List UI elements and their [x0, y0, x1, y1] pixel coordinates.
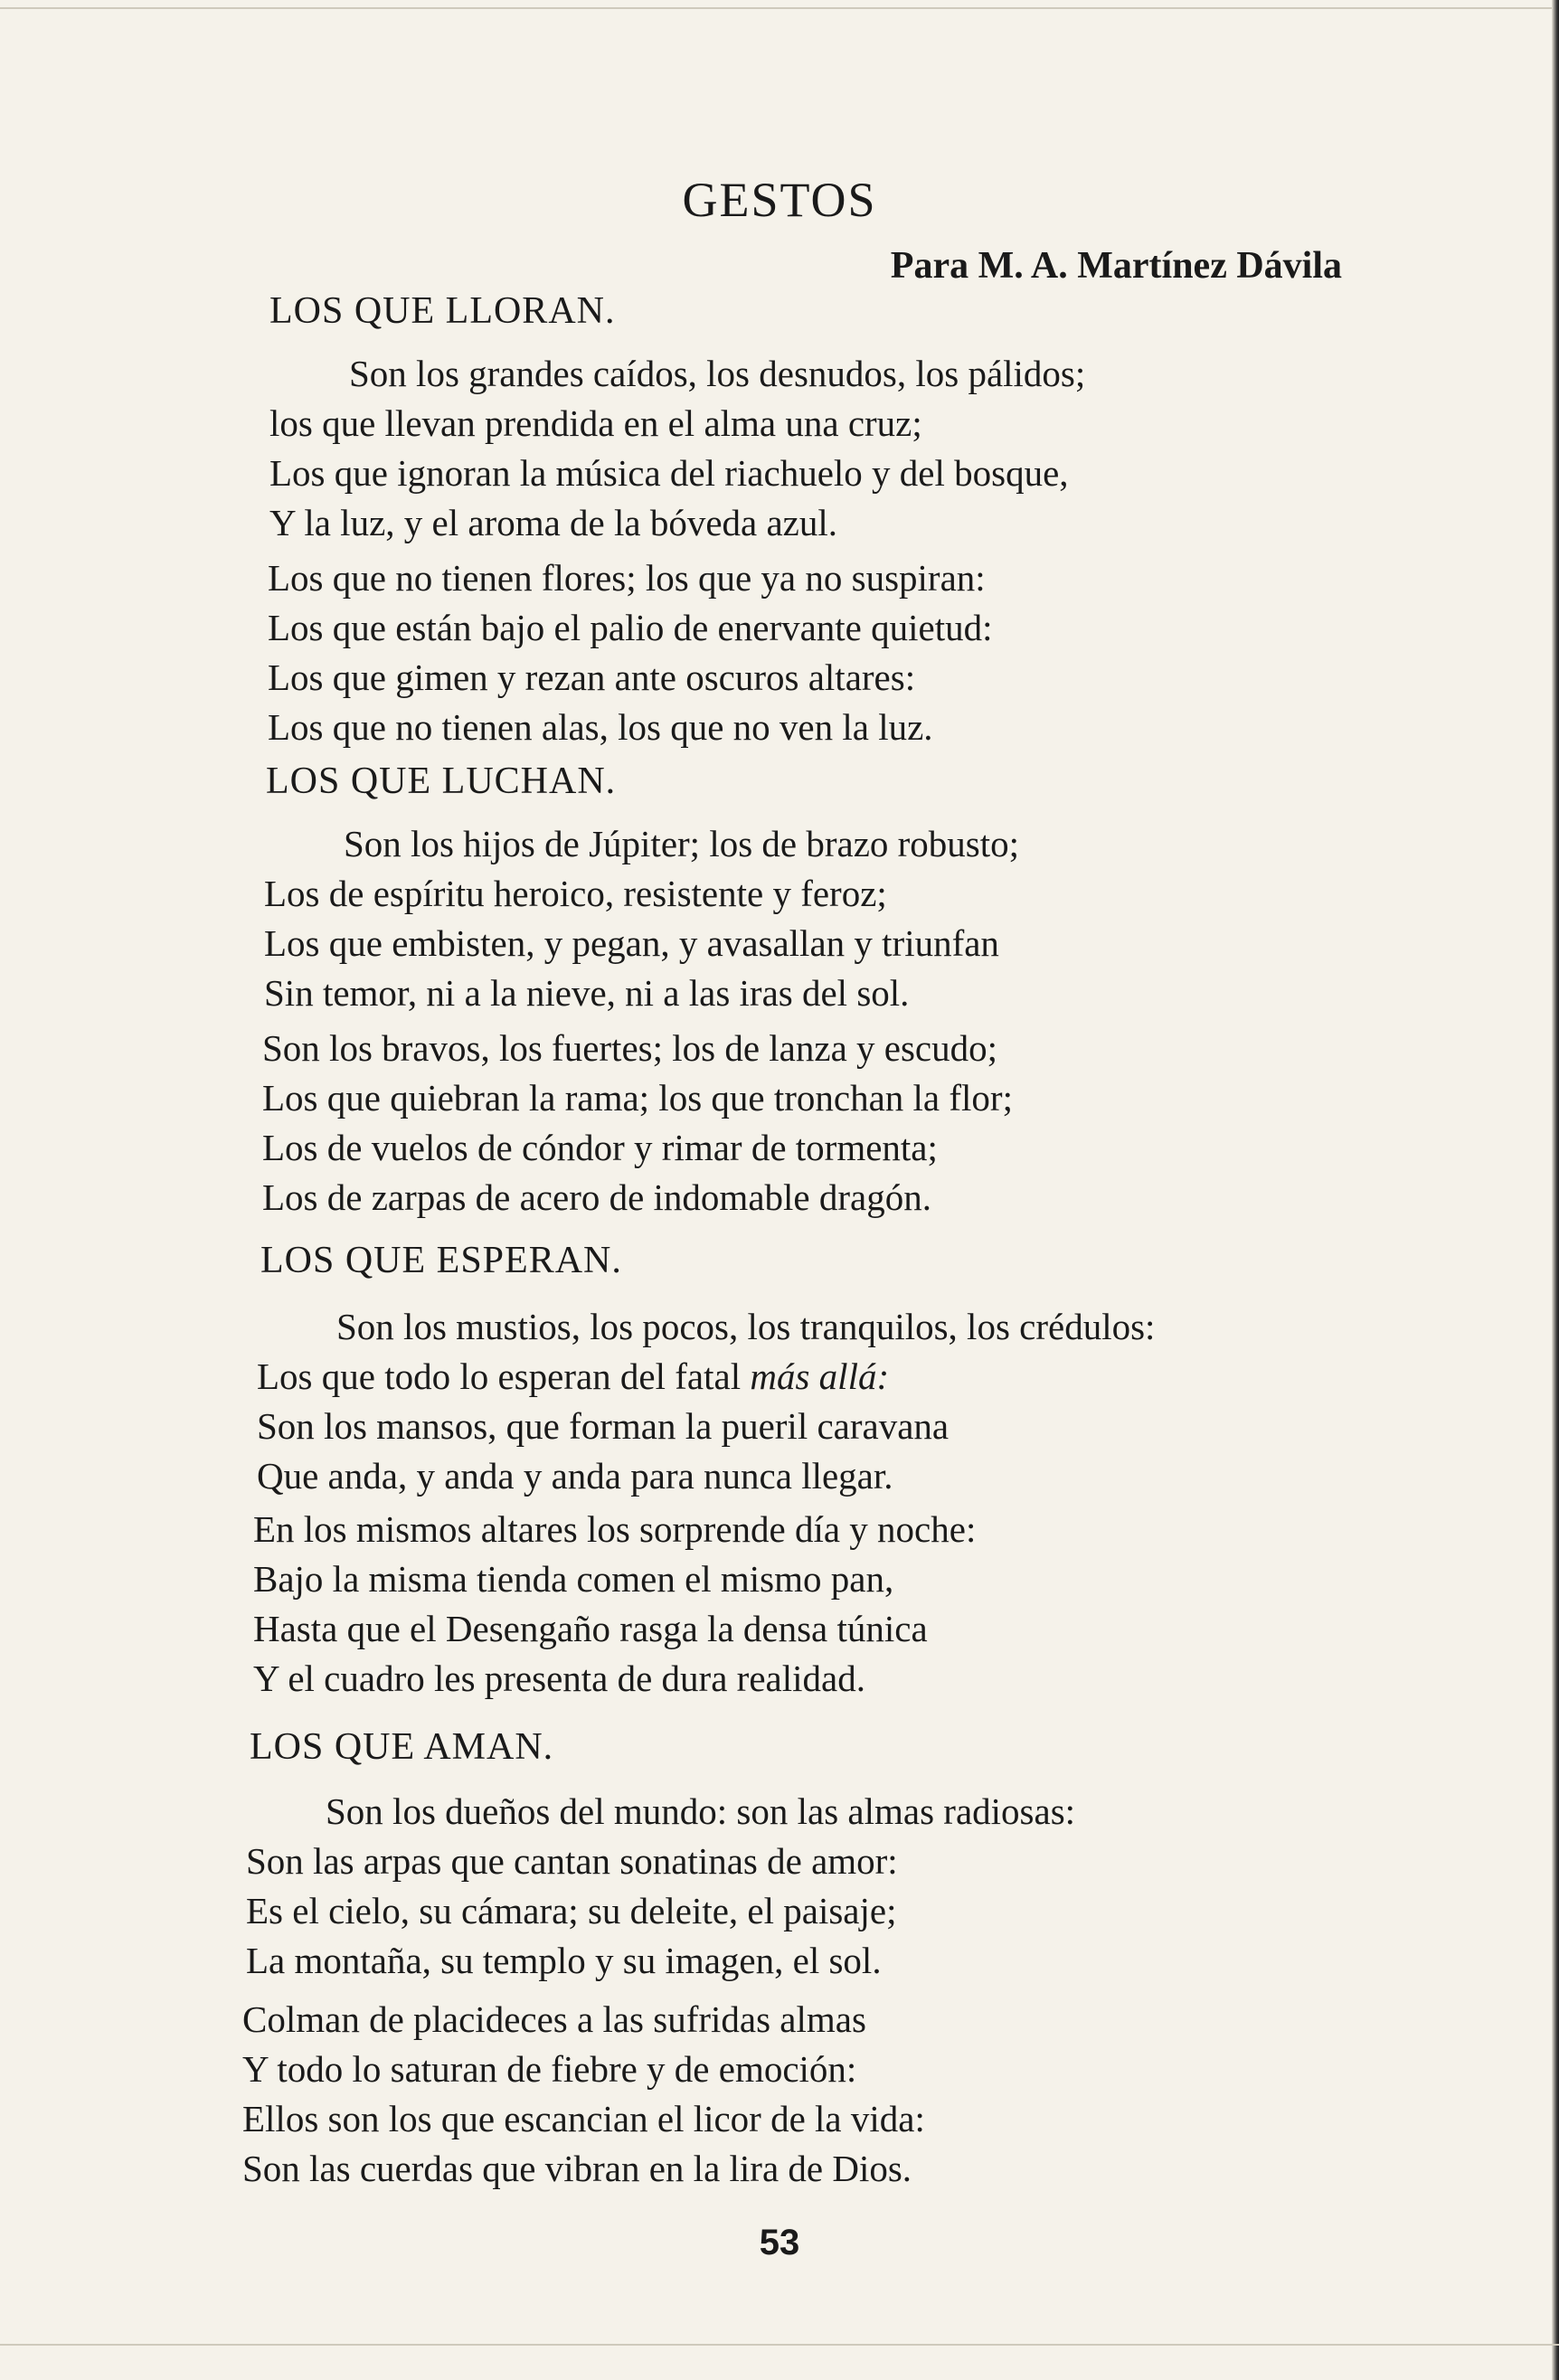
top-edge — [0, 7, 1559, 9]
verse-line: Los de zarpas de acero de indomable dragón. — [262, 1176, 931, 1218]
verse-line: Hasta que el Desengaño rasga la densa túnica — [253, 1608, 928, 1649]
verse-line: Y todo lo saturan de fiebre y de emoción: — [242, 2048, 857, 2090]
verse-line: Ellos son los que escancian el licor de la vida: — [242, 2098, 925, 2139]
italic-phrase: más allá: — [750, 1355, 890, 1397]
section-heading-aman: LOS QUE AMAN. — [250, 1726, 554, 1768]
stanza-luchan-1 — [264, 819, 1019, 1018]
stanza-aman-2 — [242, 1995, 925, 2194]
stanza-esperan-2 — [253, 1505, 976, 1704]
verse-line: Sin temor, ni a la nieve, ni a las iras del sol. — [264, 972, 910, 1014]
verse-line: Los que ignoran la música del riachuelo y del bosque, — [269, 452, 1069, 494]
verse-line: La montaña, su templo y su imagen, el sol. — [246, 1940, 882, 1981]
dedication: Para M. A. Martínez Dávila — [890, 245, 1342, 287]
verse-line: Los de vuelos de cóndor y rimar de tormenta; — [262, 1127, 938, 1168]
verse-line: Los de espíritu heroico, resistente y feroz; — [264, 873, 887, 914]
verse-line: Son los mansos, que forman la pueril caravana — [257, 1405, 950, 1447]
verse-line: Son las arpas que cantan sonatinas de amor: — [246, 1840, 898, 1882]
verse-line: Los que quiebran la rama; los que tronchan la flor; — [262, 1077, 1013, 1119]
verse-line: Y la luz, y el aroma de la bóveda azul. — [269, 502, 838, 543]
page-edge-shadow — [1552, 0, 1559, 2380]
verse-line: Colman de placideces a las sufridas almas — [242, 1998, 866, 2040]
verse-line: Los que no tienen flores; los que ya no suspiran: — [268, 557, 986, 599]
stanza-lloran-1 — [269, 349, 1085, 548]
verse-line: Son los mustios, los pocos, los tranquilos, los crédulos: — [336, 1306, 1156, 1347]
page-number: 53 — [759, 2223, 800, 2262]
bottom-edge — [0, 2344, 1559, 2346]
verse-line: Los que están bajo el palio de enervante quietud: — [268, 607, 993, 648]
section-heading-lloran: LOS QUE LLORAN. — [269, 290, 616, 332]
verse-line: Son los grandes caídos, los desnudos, los pálidos; — [349, 353, 1086, 394]
verse-line: los que llevan prendida en el alma una cruz; — [269, 402, 922, 444]
verse-line: Son los hijos de Júpiter; los de brazo robusto; — [344, 823, 1020, 864]
stanza-aman-1 — [246, 1787, 1075, 1986]
verse-line: Son los bravos, los fuertes; los de lanza y escudo; — [262, 1027, 998, 1069]
verse-text: Los que todo lo esperan del fatal más allá: — [257, 1355, 890, 1397]
verse-line: Bajo la misma tienda comen el mismo pan, — [253, 1558, 894, 1600]
verse-line: En los mismos altares los sorprende día y noche: — [253, 1508, 977, 1550]
verse-line: Son las cuerdas que vibran en la lira de Dios. — [242, 2148, 912, 2189]
verse-line: Y el cuadro les presenta de dura realidad. — [253, 1658, 865, 1699]
verse-line: Los que no tienen alas, los que no ven la luz. — [268, 706, 933, 748]
stanza-esperan-1 — [257, 1302, 1155, 1501]
section-heading-esperan: LOS QUE ESPERAN. — [260, 1240, 622, 1281]
poem-title: GESTOS — [682, 173, 877, 227]
verse-line: Son los dueños del mundo: son las almas radiosas: — [326, 1790, 1076, 1832]
stanza-lloran-2 — [268, 553, 993, 752]
verse-line: Los que gimen y rezan ante oscuros altares: — [268, 656, 916, 698]
verse-line: Los que embisten, y pegan, y avasallan y triunfan — [264, 922, 999, 964]
section-heading-luchan: LOS QUE LUCHAN. — [266, 760, 617, 802]
verse-line: Es el cielo, su cámara; su deleite, el paisaje; — [246, 1890, 897, 1931]
verse-line — [257, 1352, 1155, 1402]
stanza-luchan-2 — [262, 1024, 1013, 1223]
verse-line: Que anda, y anda y anda para nunca llegar. — [257, 1455, 893, 1497]
